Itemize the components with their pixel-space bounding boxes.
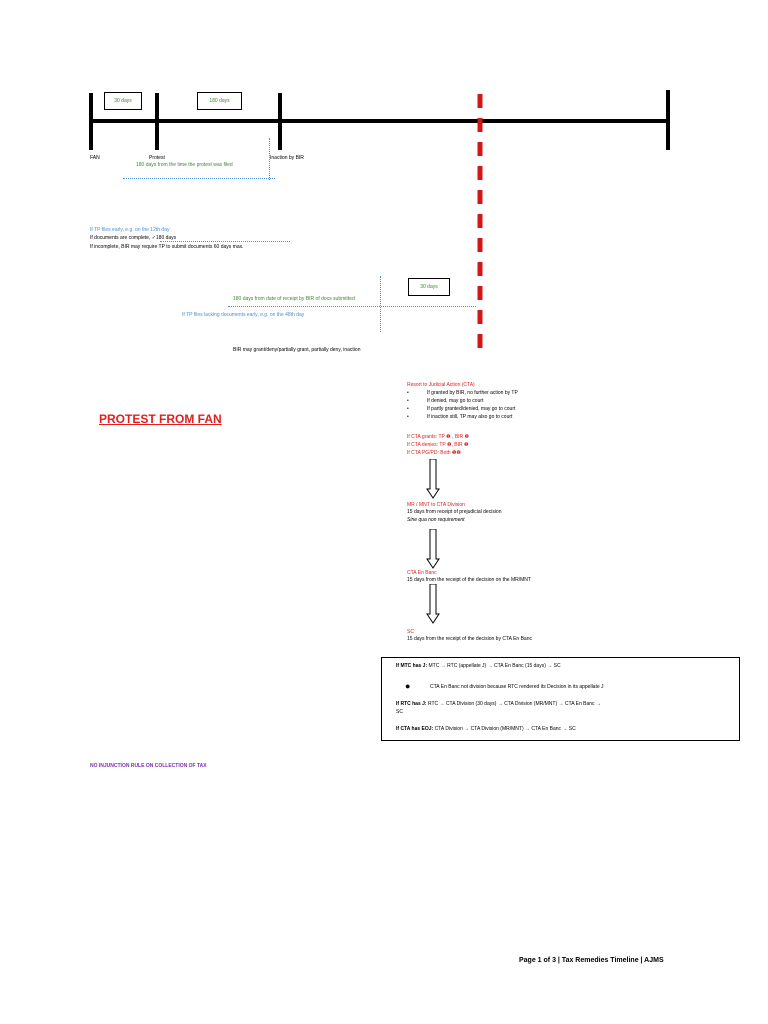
chain-rtc-text: RTC → CTA Division (30 days) → CTA Division (MR/MNT) → CTA En Banc →	[427, 701, 601, 707]
box-30-days: 30 days	[104, 92, 142, 110]
chain-note: CTA En Banc not division because RTC rendered its Decision in its appellate J	[430, 684, 604, 690]
sc-title: SC	[407, 629, 414, 635]
chain-rtc-text2: SC	[396, 709, 403, 715]
cta-denies: If CTA denies: TP ❷, BIR ❶	[407, 442, 469, 448]
timeline-axis	[90, 119, 670, 123]
chain-cta-label: If CTA has EOJ:	[396, 726, 434, 732]
red-dashed-line	[474, 94, 486, 349]
label-inaction: Inaction by BIR	[270, 155, 304, 161]
chain-cta	[396, 726, 576, 733]
mr-line1: 15 days from receipt of prejudicial decision	[407, 509, 502, 515]
down-arrow-icon	[426, 584, 440, 624]
timeline-tick-protest	[155, 93, 159, 150]
label-fan: FAN	[90, 155, 100, 161]
dotted-line-protest	[123, 178, 275, 179]
chain-cta-text: CTA Division → CTA Division (MR/MNT) → CTA En Banc → SC	[434, 726, 576, 732]
dotted-line-docs	[228, 306, 476, 307]
chain-mtc-text: MTC → RTC (appellate J) → CTA En Banc (15 days) → SC	[428, 663, 561, 669]
early-line3: If incomplete, BIR may require TP to submit documents 60 days max.	[90, 244, 244, 250]
mr-line2: Sine qua non requirement	[407, 517, 465, 523]
down-arrow-icon	[426, 529, 440, 569]
enbanc-title: CTA En Banc	[407, 570, 437, 576]
chain-rtc	[396, 701, 601, 708]
page-heading: PROTEST FROM FAN	[99, 412, 222, 426]
page-footer: Page 1 of 3 | Tax Remedies Timeline | AJMS	[519, 957, 664, 964]
label-protest: Protest	[149, 155, 165, 161]
box-30-days-docs: 30 days	[408, 278, 450, 296]
judicial-bullet-list	[407, 389, 518, 421]
early-line2: If documents are complete, ✓180 days	[90, 235, 177, 241]
docs-lacking-line: If TP files lacking documents early, e.g. on the 48th day	[182, 312, 305, 318]
judicial-bullet: • If partly granted/denied, may go to court	[407, 405, 518, 413]
judicial-title: Resort to Judicial Action (CTA)	[407, 382, 475, 388]
enbanc-line1: 15 days from the receipt of the decision on the MR/MNT	[407, 577, 531, 583]
dotted-vline-inaction	[269, 138, 270, 180]
box-180-days: 180 days	[197, 92, 242, 110]
chain-bullet-icon: ●	[405, 681, 411, 691]
cta-pgpd: If CTA PG/PD: Both ❶❷	[407, 450, 461, 456]
cta-grants: If CTA grants: TP ❶ , BIR ❷	[407, 434, 470, 440]
dotted-line-early	[160, 241, 290, 242]
judicial-bullet: • If denied, may go to court	[407, 397, 518, 405]
early-line1: If TP files early, e.g. on the 12th day	[90, 227, 170, 233]
bir-may-line: BIR may grant/deny/partially grant, partially deny, inaction	[233, 347, 361, 353]
timeline-tick-fan	[89, 93, 93, 150]
timeline-tick-inaction	[278, 93, 282, 150]
timeline-tick-end	[666, 90, 670, 150]
down-arrow-icon	[426, 459, 440, 499]
dotted-vline-docs	[380, 276, 381, 332]
judicial-bullet: • If granted by BIR, no further action by TP	[407, 389, 518, 397]
judicial-bullet: • If inaction still, TP may also go to court	[407, 413, 518, 421]
chain-mtc	[396, 663, 561, 670]
sc-line1: 15 days from the receipt of the decision by CTA En Banc	[407, 636, 532, 642]
chain-rtc-label: If RTC has J:	[396, 701, 427, 707]
label-180-from-protest: 180 days from the time the protest was filed	[136, 162, 233, 168]
mr-title: MR / MNT to CTA Division	[407, 502, 465, 508]
no-injunction-rule: NO INJUNCTION RULE ON COLLECTION OF TAX	[90, 763, 207, 769]
chain-mtc-label: If MTC has J:	[396, 663, 428, 669]
docs-180-line: 180 days from date of receipt by BIR of docs submitted	[233, 296, 355, 302]
appeal-chain-box	[381, 657, 740, 741]
